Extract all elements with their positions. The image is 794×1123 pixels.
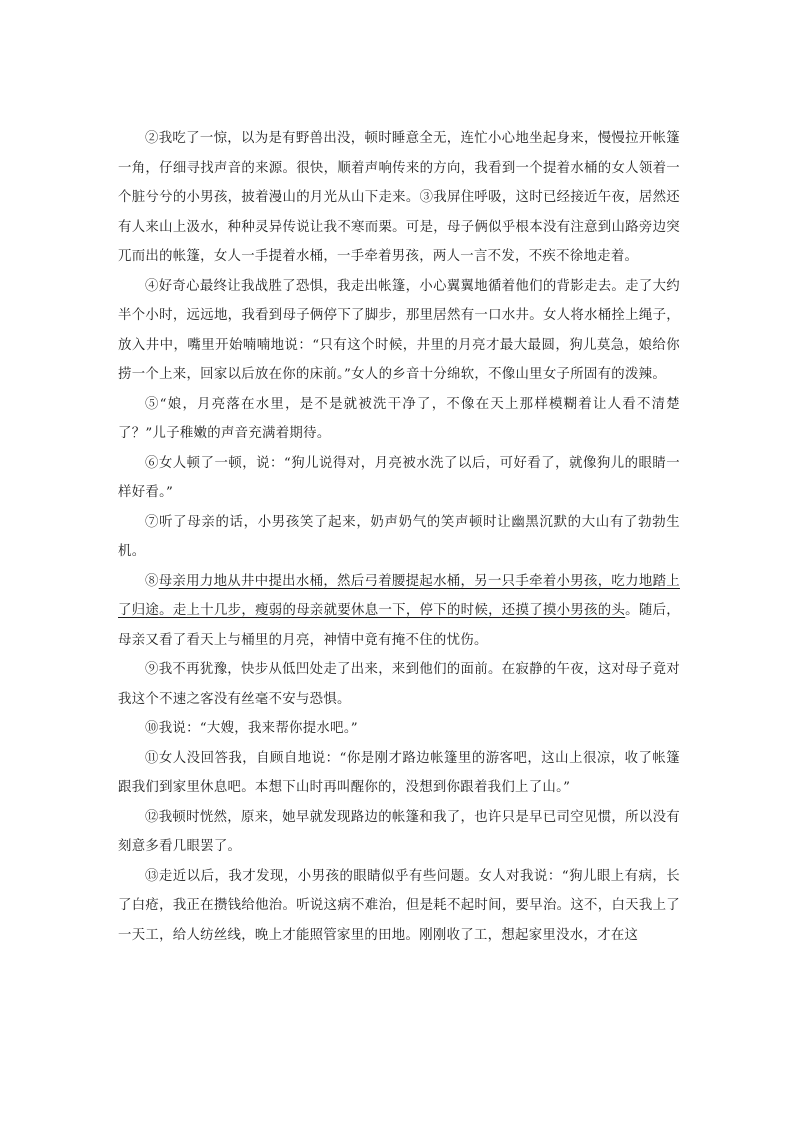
underlined-sentence: 母亲用力地从井中提出水桶，然后弓着腰提起水桶，另一只手牵着小男孩，吃力地踏上了归途。走上十几步，瘦弱的母亲就要休息一下，停下的时候，还摸了摸小男孩的头 (118, 573, 680, 618)
paragraph-text: ⑨我不再犹豫，快步从低凹处走了出来，来到他们的面前。在寂静的午夜，这对母子竟对我这个不速之客没有丝毫不安与恐惧。 (118, 662, 680, 707)
paragraph-text: ⑦听了母亲的话，小男孩笑了起来，奶声奶气的笑声顿时让幽黑沉默的大山有了勃勃生机。 (118, 514, 680, 559)
paragraph-8 (118, 567, 680, 656)
paragraph-text: ⑥女人顿了一顿，说：“狗儿说得对，月亮被水洗了以后，可好看了，就像狗儿的眼睛一样好看。” (118, 455, 680, 500)
paragraph-number: ⑧ (145, 573, 159, 589)
paragraph-2 (118, 124, 680, 272)
document-page (118, 124, 680, 950)
paragraph-text: ⑬走近以后，我才发现，小男孩的眼睛似乎有些问题。女人对我说：“狗儿眼上有病，长了白疮，我正在攒钱给他治。听说这病不难治，但是耗不起时间，要早治。这不，白天我上了一天工，给人纺丝线，晚上才能照管家里的田地。刚刚收了工，想起家里没水，才在这 (118, 868, 680, 943)
paragraph-text: ⑫我顿时恍然，原来，她早就发现路边的帐篷和我了，也许只是早已司空见惯，所以没有刻意多看几眼罢了。 (118, 809, 680, 854)
paragraph-4 (118, 272, 680, 390)
paragraph-5 (118, 390, 680, 449)
paragraph-text: ④好奇心最终让我战胜了恐惧，我走出帐篷，小心翼翼地循着他们的背影走去。走了大约半个小时，远远地，我看到母子俩停下了脚步，那里居然有一口水井。女人将水桶拴上绳子，放入井中，嘴里开始喃喃地说：“只有这个时候，井里的月亮才最大最圆，狗儿莫急，娘给你捞一个上来，回家以后放在你的床前。”女人的乡音十分绵软，不像山里女子所固有的泼辣。 (118, 278, 680, 382)
paragraph-13 (118, 862, 680, 951)
paragraph-9 (118, 655, 680, 714)
paragraph-7 (118, 508, 680, 567)
paragraph-12 (118, 803, 680, 862)
paragraph-text: ⑩我说：“大嫂，我来帮你提水吧。” (145, 721, 358, 736)
paragraph-10 (118, 714, 680, 744)
paragraph-text: ⑤“娘，月亮落在水里，是不是就被洗干净了，不像在天上那样模糊着让人看不清楚了？”儿子稚嫩的声音充满着期待。 (118, 396, 680, 441)
paragraph-11 (118, 744, 680, 803)
paragraph-6 (118, 449, 680, 508)
paragraph-text: ⑪女人没回答我，自顾自地说：“你是刚才路边帐篷里的游客吧，这山上很凉，收了帐篷跟我们到家里休息吧。本想下山时再叫醒你的，没想到你跟着我们上了山。” (118, 750, 680, 795)
paragraph-text: 。随后，母亲又看了看天上与桶里的月亮，神情中竟有掩不住的忧伤。 (118, 603, 680, 648)
paragraph-text: ②我吃了一惊，以为是有野兽出没，顿时睡意全无，连忙小心地坐起身来，慢慢拉开帐篷一角，仔细寻找声音的来源。很快，顺着声响传来的方向，我看到一个提着水桶的女人领着一个脏兮兮的小男孩，披着漫山的月光从山下走来。③我屏住呼吸，这时已经接近午夜，居然还有人来山上汲水，种种灵异传说让我不寒而栗。可是，母子俩似乎根本没有注意到山路旁边突兀而出的帐篷，女人一手提着水桶，一手牵着男孩，两人一言不发，不疾不徐地走着。 (118, 131, 680, 264)
